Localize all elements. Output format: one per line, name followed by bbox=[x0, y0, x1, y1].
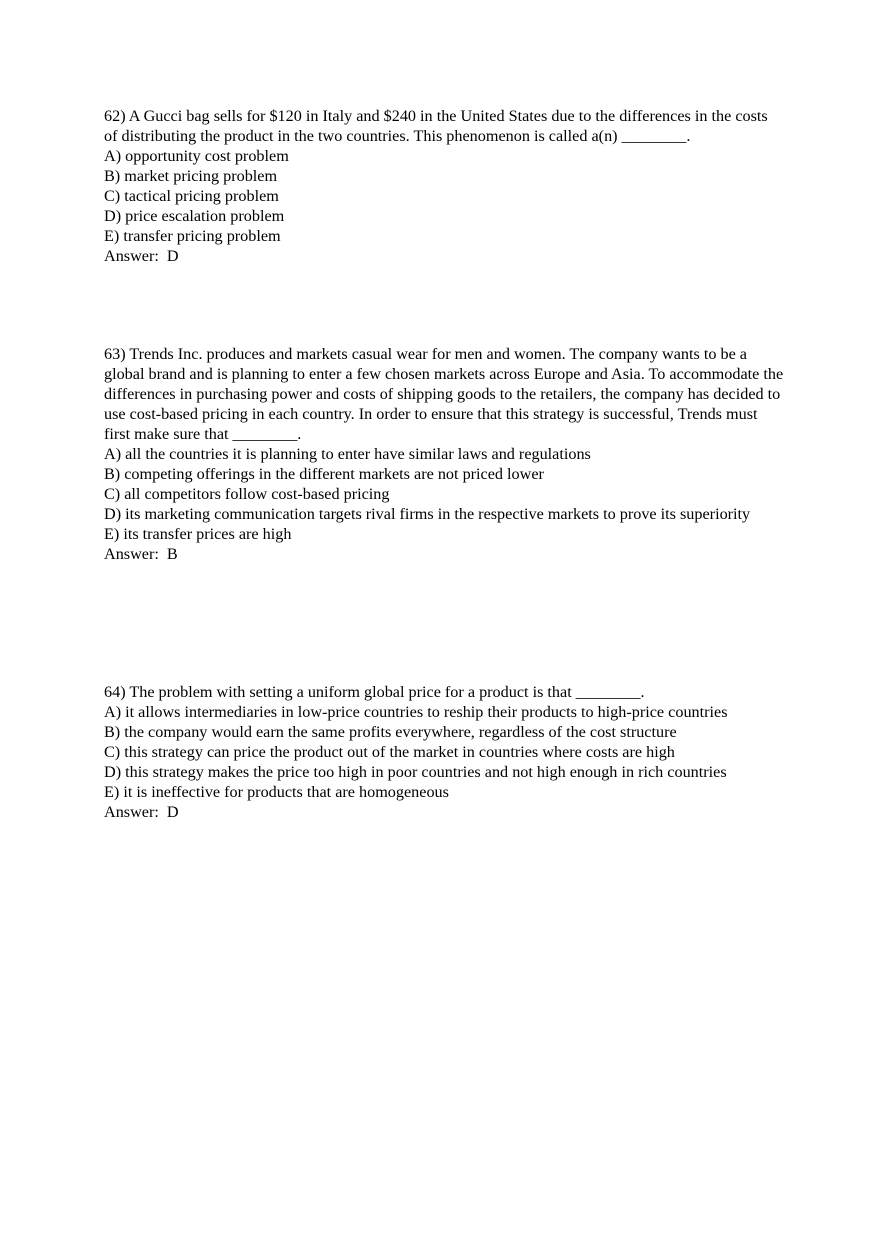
option-c: C) all competitors follow cost-based pricing bbox=[104, 485, 390, 503]
option-b: B) competing offerings in the different markets are not priced lower bbox=[104, 465, 544, 483]
answer-line bbox=[104, 544, 784, 564]
question-stem bbox=[104, 344, 784, 444]
option-list bbox=[104, 444, 784, 544]
answer-label: Answer: bbox=[104, 803, 159, 821]
option-a: A) it allows intermediaries in low-price countries to reship their products to high-price countries bbox=[104, 703, 728, 721]
question-text: Trends Inc. produces and markets casual wear for men and women. The company wants to be a global brand and is planning to enter a few chosen markets across Europe and Asia. To accommodate the differences in purchasing power and costs of shipping goods to the retailers, the company has decided to use cost-based pricing in each country. In order to ensure that this strategy is successful, Trends must first make sure that ________. bbox=[104, 345, 784, 443]
question-number: 63) bbox=[104, 345, 126, 363]
option-b: B) market pricing problem bbox=[104, 167, 278, 185]
answer-key: D bbox=[166, 247, 179, 265]
question-number: 64) bbox=[104, 683, 126, 701]
option-e: E) it is ineffective for products that are homogeneous bbox=[104, 783, 449, 801]
answer-label: Answer: bbox=[104, 545, 159, 563]
answer-line bbox=[104, 802, 784, 822]
option-d: D) price escalation problem bbox=[104, 207, 285, 225]
option-a: A) all the countries it is planning to enter have similar laws and regulations bbox=[104, 445, 591, 463]
option-list bbox=[104, 702, 784, 802]
option-a: A) opportunity cost problem bbox=[104, 147, 289, 165]
option-b: B) the company would earn the same profits everywhere, regardless of the cost structure bbox=[104, 723, 677, 741]
option-e: E) its transfer prices are high bbox=[104, 525, 292, 543]
option-list bbox=[104, 146, 784, 246]
option-d: D) its marketing communication targets rival firms in the respective markets to prove its superiority bbox=[104, 505, 751, 523]
option-e: E) transfer pricing problem bbox=[104, 227, 281, 245]
answer-line bbox=[104, 246, 784, 266]
question-stem bbox=[104, 682, 784, 702]
answer-label: Answer: bbox=[104, 247, 159, 265]
question-text: A Gucci bag sells for $120 in Italy and $240 in the United States due to the differences in the costs of distributing the product in the two countries. This phenomenon is called a(n) ________. bbox=[104, 107, 768, 145]
question-64 bbox=[104, 682, 784, 822]
question-63 bbox=[104, 344, 784, 564]
answer-key: D bbox=[166, 803, 179, 821]
option-c: C) tactical pricing problem bbox=[104, 187, 279, 205]
question-number: 62) bbox=[104, 107, 126, 125]
option-d: D) this strategy makes the price too high in poor countries and not high enough in rich countries bbox=[104, 763, 727, 781]
question-62 bbox=[104, 106, 784, 266]
option-c: C) this strategy can price the product out of the market in countries where costs are high bbox=[104, 743, 675, 761]
answer-key: B bbox=[166, 545, 178, 563]
question-text: The problem with setting a uniform global price for a product is that ________. bbox=[129, 683, 645, 701]
question-stem bbox=[104, 106, 784, 146]
